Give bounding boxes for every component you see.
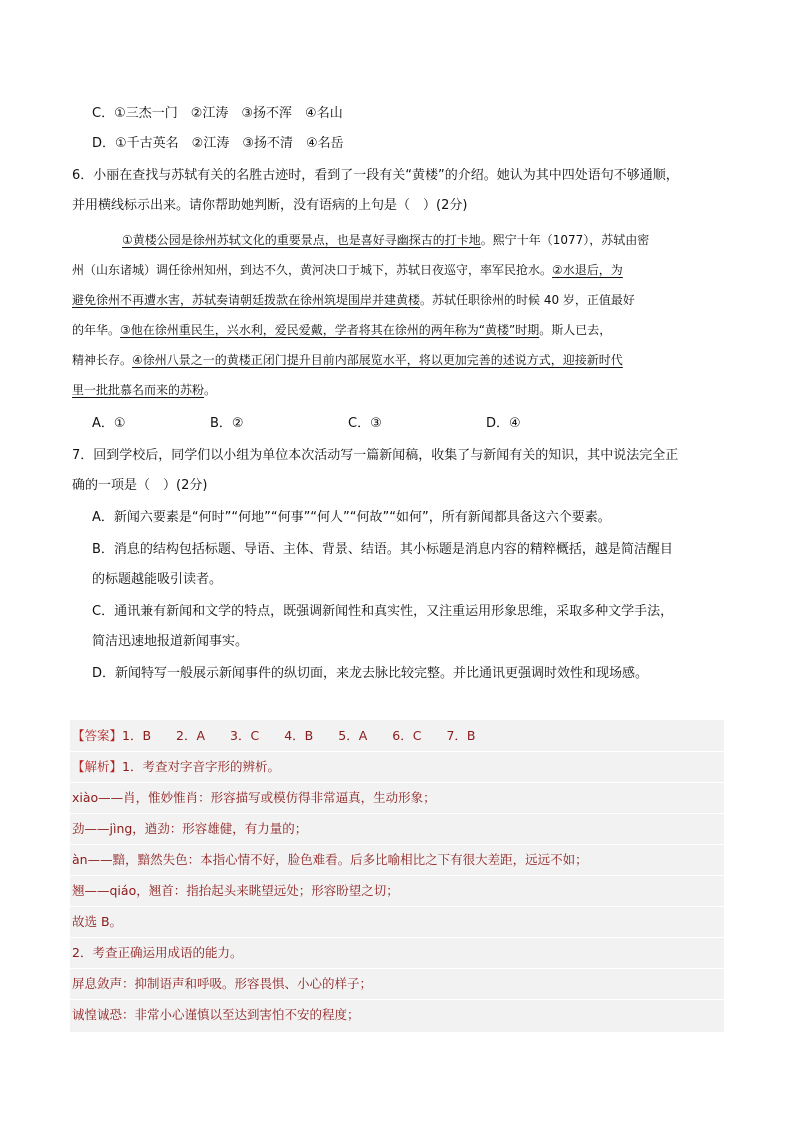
analysis-line: 劲——jìng，遒劲：形容雄健，有力量的； — [72, 821, 308, 836]
analysis-line: 诚惶诚恐：非常小心谨慎以至达到害怕不安的程度； — [72, 1007, 360, 1022]
passage-line: 里一批批慕名而来的苏粉。 — [72, 383, 217, 397]
q6-stem-line1: 6．小丽在查找与苏轼有关的名胜古迹时，看到了一段有关“黄楼”的介绍。她认为其中四处语句不够通顺， — [72, 168, 679, 183]
divider — [70, 968, 724, 969]
analysis-tag: 【解析】 — [72, 759, 123, 774]
analysis-line: 2．考查正确运用成语的能力。 — [72, 945, 243, 960]
q7-option-b-line2: 的标题越能吸引读者。 — [92, 572, 223, 587]
passage-line: 的年华。③他在徐州重民生，兴水利，爱民爱戴，学者将其在徐州的两年称为“黄楼”时期。斯人已去， — [72, 323, 612, 337]
divider — [70, 782, 724, 783]
divider — [70, 999, 724, 1000]
analysis-line: 故选 B。 — [72, 914, 123, 929]
passage-line: ①黄楼公园是徐州苏轼文化的重要景点，也是喜好寻幽探古的打卡地。熙宁十年（1077），苏轼由密 — [122, 233, 650, 247]
q7-option-c-line2: 简洁迅速地报道新闻事实。 — [92, 634, 249, 649]
answer-panel — [70, 720, 724, 1032]
analysis-line: àn——黯，黯然失色：本指心情不好，脸色难看。后多比喻相比之下有很大差距，远远不如； — [72, 852, 588, 867]
choice-c: C．③ — [348, 416, 382, 431]
q7-option-d: D．新闻特写一般展示新闻事件的纵切面，来龙去脉比较完整。并比通讯更强调时效性和现场感。 — [92, 666, 649, 681]
analysis-line: 【解析】1．考查对字音字形的辨析。 — [72, 759, 280, 774]
analysis-line: 屏息敛声：抑制语声和呼吸。形容畏惧、小心的样子； — [72, 976, 373, 991]
divider — [70, 875, 724, 876]
divider — [70, 813, 724, 814]
q7-option-b-line1: B．消息的结构包括标题、导语、主体、背景、结语。其小标题是消息内容的精粹概括，越是简洁醒目 — [92, 542, 673, 557]
analysis-line: 翘——qiáo，翘首：指抬起头来眺望远处；形容盼望之切； — [72, 883, 399, 898]
divider — [70, 751, 724, 752]
q5-option-c: C．①三杰一门 ②江涛 ③扬不浑 ④名山 — [92, 106, 343, 121]
passage-line: 避免徐州不再遭水害，苏轼奏请朝廷拨款在徐州筑堤围岸并建黄楼。苏轼任职徐州的时候 40 岁，正值最好 — [72, 293, 635, 307]
divider — [70, 844, 724, 845]
q6-stem-line2: 并用横线标示出来。请你帮助她判断，没有语病的上句是（ ）(2分) — [72, 198, 468, 213]
passage-line: 精神长存。④徐州八景之一的黄楼正闭门提升目前内部展览水平，将以更加完善的述说方式，迎接新时代 — [72, 353, 623, 367]
analysis-line: xiào——肖，惟妙惟肖：形容描写或模仿得非常逼真，生动形象； — [72, 790, 436, 805]
choice-a: A．① — [92, 416, 126, 431]
q5-option-d: D．①千古英名 ②江涛 ③扬不清 ④名岳 — [92, 136, 344, 151]
answer-text: 1．B 2．A 3．C 4．B 5．A 6．C 7．B — [122, 728, 476, 743]
q7-option-a: A．新闻六要素是“何时”“何地”“何事”“何人”“何故”“如何”，所有新闻都具备这六个要素。 — [92, 510, 611, 525]
divider — [70, 937, 724, 938]
passage-line: 州（山东诸城）调任徐州知州，到达不久，黄河决口于城下，苏轼日夜巡守，率军民抢水。②水退后，为 — [72, 263, 623, 277]
q7-stem-line2: 确的一项是（ ）(2分) — [72, 478, 208, 493]
q7-option-c-line1: C．通讯兼有新闻和文学的特点，既强调新闻性和真实性，又注重运用形象思维，采取多种文学手法， — [92, 604, 674, 619]
choice-d: D．④ — [486, 416, 521, 431]
answer-tag: 【答案】 — [72, 728, 123, 743]
choice-b: B．② — [210, 416, 244, 431]
q7-stem-line1: 7．回到学校后，同学们以小组为单位本次活动写一篇新闻稿，收集了与新闻有关的知识，其中说法完全正 — [72, 448, 679, 463]
divider — [70, 906, 724, 907]
answer-line — [72, 726, 475, 746]
